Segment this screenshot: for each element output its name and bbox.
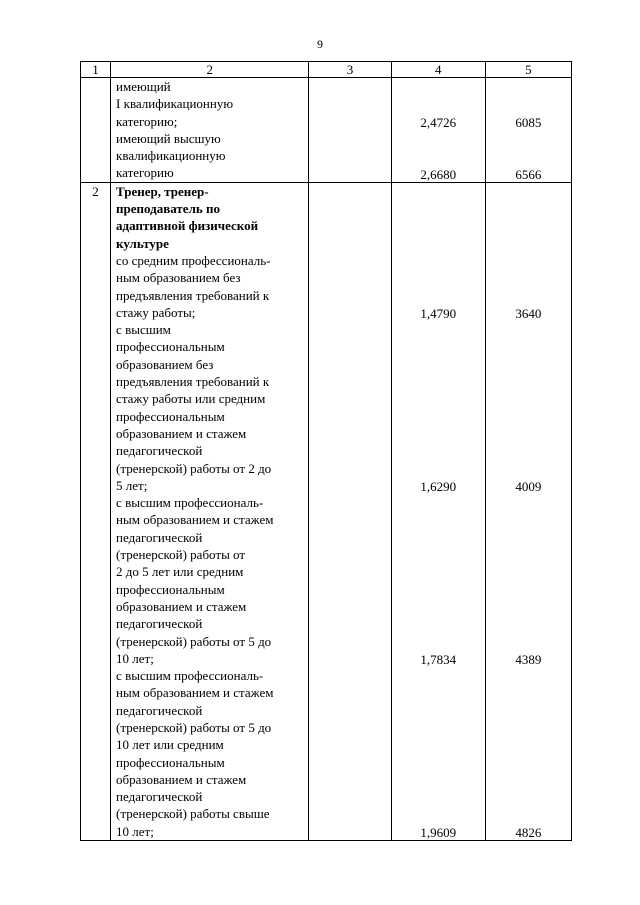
qualification-line: 10 лет; <box>116 823 154 839</box>
qualification-line: квалификационную <box>116 148 226 164</box>
qualification-line: профессиональным <box>116 408 225 424</box>
coefficient-value: 1,4790 <box>420 305 457 321</box>
qualification-line: образованием без <box>116 356 214 372</box>
position-title-line: преподаватель по <box>116 201 220 217</box>
qualification-line: ным образованием без <box>116 270 241 286</box>
qualification-line: 10 лет; <box>116 650 154 666</box>
coefficient-value: 1,6290 <box>420 478 457 494</box>
qualification-line: со средним профессиональ- <box>116 252 271 268</box>
qualification-line: педагогической <box>116 443 203 459</box>
qualification-line: образованием и стажем <box>116 771 247 787</box>
position-title-line: Тренер, тренер- <box>116 183 209 199</box>
qualification-line: ным образованием и стажем <box>116 512 274 528</box>
position-title-line: культуре <box>116 235 169 251</box>
empty-col-3-cell <box>309 182 391 840</box>
qualification-line: педагогической <box>116 789 203 805</box>
qualification-line: образованием и стажем <box>116 598 247 614</box>
salary-cell <box>485 78 571 183</box>
qualification-line: стажу работы; <box>116 304 196 320</box>
qualification-line: категорию <box>116 165 174 181</box>
salary-value: 3640 <box>515 305 542 321</box>
header-col-2: 2 <box>111 62 309 78</box>
qualification-line: профессиональным <box>116 339 225 355</box>
qualification-line: имеющий высшую <box>116 130 221 146</box>
header-col-5: 5 <box>485 62 571 78</box>
coefficient-cell <box>391 78 485 183</box>
qualification-line: стажу работы или средним <box>116 391 266 407</box>
qualification-line: с высшим профессиональ- <box>116 495 264 511</box>
table-row <box>81 78 572 183</box>
salary-value: 6085 <box>515 114 542 130</box>
qualification-line: образованием и стажем <box>116 425 247 441</box>
qualification-line: предъявления требований к <box>116 374 270 390</box>
coefficient-value: 2,4726 <box>420 114 457 130</box>
qualification-line: предъявления требований к <box>116 287 270 303</box>
qualification-line: 10 лет или средним <box>116 737 224 753</box>
qualification-line: (тренерской) работы от <box>116 547 246 563</box>
qualification-line: профессиональным <box>116 581 225 597</box>
position-title-line: адаптивной физической <box>116 218 259 234</box>
qualification-line: ным образованием и стажем <box>116 685 274 701</box>
coefficient-value: 1,9609 <box>420 824 457 840</box>
header-col-4: 4 <box>391 62 485 78</box>
header-col-1: 1 <box>81 62 111 78</box>
qualification-line: 2 до 5 лет или средним <box>116 564 244 580</box>
empty-col-3-cell <box>309 78 391 183</box>
table-row <box>81 182 572 840</box>
qualification-line: 5 лет; <box>116 477 148 493</box>
qualification-line: (тренерской) работы от 5 до <box>116 633 272 649</box>
salary-value: 4009 <box>515 478 542 494</box>
page-number: 9 <box>317 37 323 51</box>
qualification-line: категорию; <box>116 113 178 129</box>
coefficient-value: 1,7834 <box>420 651 457 667</box>
qualification-line: педагогической <box>116 529 203 545</box>
qualification-line: с высшим профессиональ- <box>116 668 264 684</box>
qualification-line: педагогической <box>116 616 203 632</box>
qualification-line: (тренерской) работы свыше <box>116 806 270 822</box>
qualification-line: (тренерской) работы от 2 до <box>116 460 272 476</box>
coefficient-value: 2,6680 <box>420 166 457 182</box>
row-number-cell <box>81 78 111 183</box>
coefficient-cell <box>391 182 485 840</box>
salary-value: 4389 <box>515 651 542 667</box>
qualification-cell <box>111 182 309 840</box>
qualification-line: (тренерской) работы от 5 до <box>116 719 272 735</box>
salary-value: 4826 <box>515 824 542 840</box>
qualification-line: профессиональным <box>116 754 225 770</box>
salary-cell <box>485 182 571 840</box>
qualification-cell <box>111 78 309 183</box>
header-col-3: 3 <box>309 62 391 78</box>
table-header-row <box>81 62 572 78</box>
qualification-line: педагогической <box>116 702 203 718</box>
qualification-line: имеющий <box>116 79 171 94</box>
salary-value: 6566 <box>515 166 542 182</box>
row-number-cell: 2 <box>81 182 111 840</box>
qualification-line: I квалификационную <box>116 96 234 112</box>
rates-table <box>80 61 572 841</box>
qualification-line: с высшим <box>116 322 171 338</box>
